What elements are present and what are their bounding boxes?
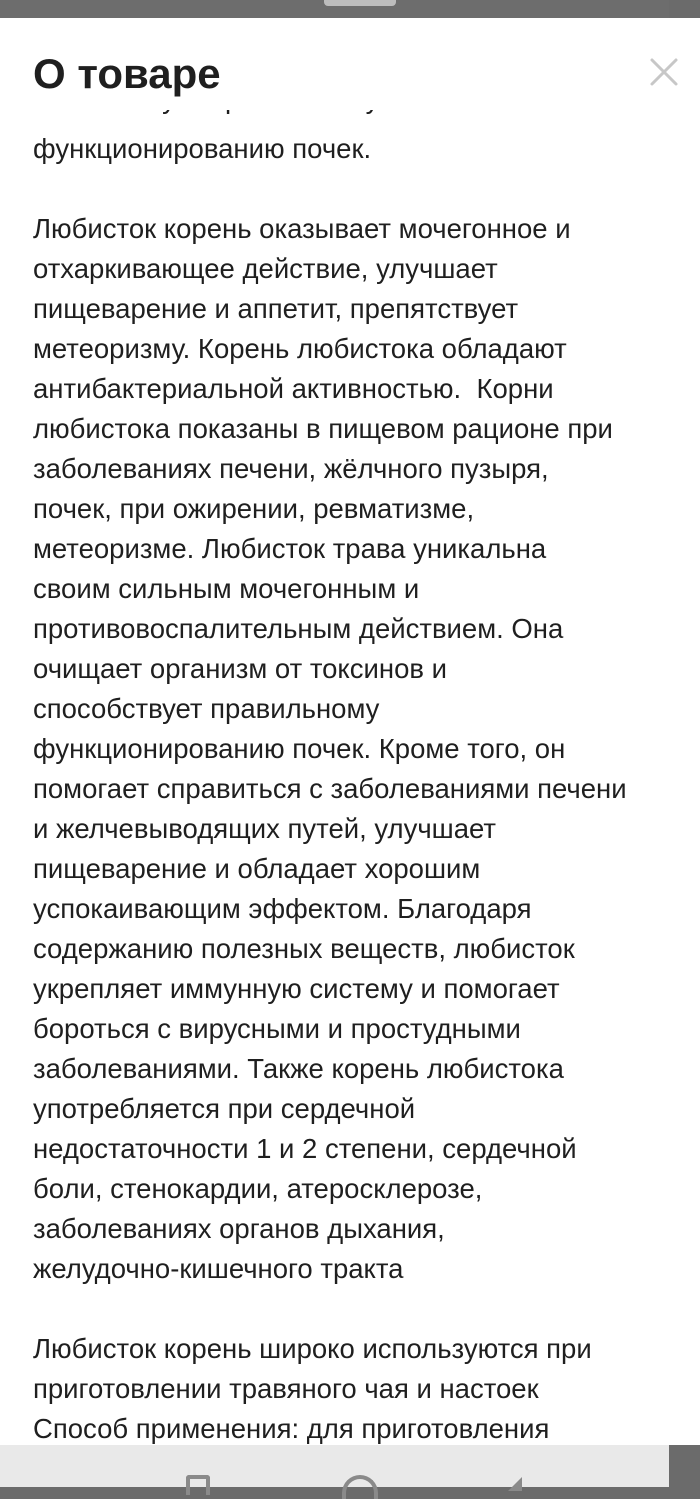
description-line: метеоризму. Корень любистока обладают — [33, 333, 567, 364]
description-line: отхаркивающее действие, улучшает — [33, 253, 498, 284]
sheet-title: О товаре — [33, 50, 221, 97]
description-line: антибактериальной активностью. Корни — [33, 373, 554, 404]
product-info-sheet — [0, 18, 700, 1445]
sheet-header — [0, 18, 700, 110]
close-button[interactable] — [644, 52, 684, 92]
description-line: пищеварение и обладает хорошим — [33, 853, 481, 884]
description-line: Способ применения: для приготовления — [33, 1413, 550, 1444]
description-line: противовоспалительным действием. Она — [33, 613, 564, 644]
description-line: содержанию полезных веществ, любисток — [33, 933, 575, 964]
description-line: заболеваниях органов дыхания, — [33, 1213, 445, 1244]
description-line: укрепляет иммунную систему и помогает — [33, 973, 560, 1004]
paragraph-spacer — [33, 1289, 693, 1329]
scrim-top[interactable] — [0, 0, 669, 18]
description-scroll-area[interactable] — [0, 18, 700, 1445]
description-line: приготовлении травяного чая и настоек — [33, 1373, 539, 1404]
home-icon[interactable] — [342, 1475, 378, 1499]
description-line: желудочно-кишечного тракта — [33, 1253, 404, 1284]
description-line: Любисток корень широко используются при — [33, 1333, 592, 1364]
description-line: заболеваниях печени, жёлчного пузыря, — [33, 453, 549, 484]
description-line: пищеварение и аппетит, препятствует — [33, 293, 519, 324]
description-line: метеоризме. Любисток трава уникальна — [33, 533, 547, 564]
description-line: недостаточности 1 и 2 степени, сердечной — [33, 1133, 577, 1164]
description-line: употребляется при сердечной — [33, 1093, 416, 1124]
description-line: своим сильным мочегонным и — [33, 573, 420, 604]
paragraph-spacer — [33, 169, 693, 209]
system-navigation-bar — [0, 1445, 669, 1487]
description-line: функционированию почек. — [33, 133, 372, 164]
description-line: боли, стенокардии, атеросклерозе, — [33, 1173, 483, 1204]
sheet-drag-handle[interactable] — [324, 0, 396, 6]
description-line: успокаивающим эффектом. Благодаря — [33, 893, 532, 924]
description-line: функционированию почек. Кроме того, он — [33, 733, 566, 764]
back-icon[interactable] — [508, 1477, 522, 1491]
description-line: способствует правильному — [33, 693, 380, 724]
description-line: любистока показаны в пищевом рационе при — [33, 413, 613, 444]
description-line: и желчевыводящих путей, улучшает — [33, 813, 496, 844]
description-line: помогает справиться с заболеваниями печени — [33, 773, 627, 804]
description-line: заболеваниями. Также корень любистока — [33, 1053, 564, 1084]
description-line: почек, при ожирении, ревматизме, — [33, 493, 475, 524]
description-line: очищает организм от токсинов и — [33, 653, 447, 684]
close-icon — [644, 52, 684, 92]
description-line: бороться с вирусными и простудными — [33, 1013, 521, 1044]
product-description — [33, 129, 693, 1449]
recents-icon[interactable] — [186, 1475, 210, 1495]
description-line: Любисток корень оказывает мочегонное и — [33, 213, 571, 244]
